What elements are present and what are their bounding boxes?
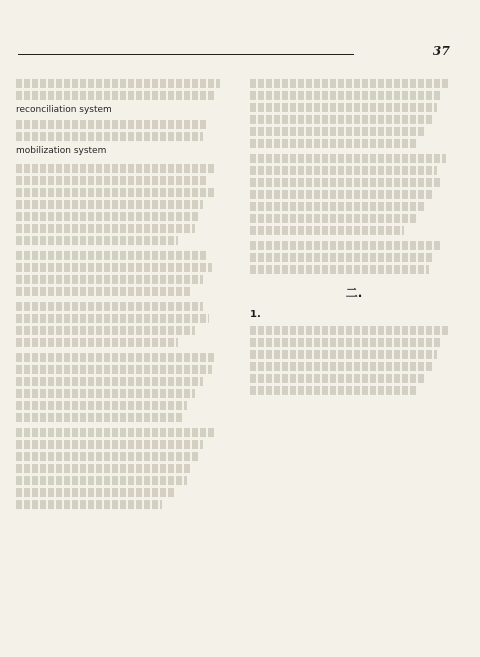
unreadable-line xyxy=(16,224,195,233)
unreadable-line xyxy=(250,79,450,88)
page-number: 37 xyxy=(432,44,450,58)
unreadable-line xyxy=(16,263,212,272)
unreadable-line xyxy=(16,200,203,209)
unreadable-line xyxy=(16,314,209,323)
paragraph xyxy=(16,251,224,296)
unreadable-line xyxy=(16,338,178,347)
paragraph xyxy=(16,79,224,159)
unreadable-line xyxy=(250,265,429,274)
header-rule xyxy=(18,54,354,55)
unreadable-line xyxy=(250,115,433,124)
unreadable-line xyxy=(250,326,450,335)
paragraph xyxy=(250,241,458,274)
unreadable-line xyxy=(250,214,416,223)
left-column xyxy=(16,76,224,515)
running-header xyxy=(18,44,450,64)
unreadable-line xyxy=(250,166,437,175)
unreadable-line xyxy=(16,302,203,311)
latin-term: mobilization system xyxy=(16,145,107,156)
unreadable-line xyxy=(250,241,441,250)
unreadable-line xyxy=(16,188,214,197)
unreadable-line xyxy=(250,253,433,262)
unreadable-line xyxy=(250,374,425,383)
unreadable-line xyxy=(250,103,437,112)
paragraph xyxy=(16,353,224,422)
unreadable-line xyxy=(250,202,425,211)
unreadable-line xyxy=(16,132,203,141)
latin-term: reconciliation system xyxy=(16,104,112,115)
unreadable-line xyxy=(16,377,203,386)
unreadable-line xyxy=(16,353,216,362)
unreadable-line xyxy=(250,154,446,163)
unreadable-line xyxy=(16,79,220,88)
unreadable-line xyxy=(250,350,437,359)
subsection-heading-number: 1. xyxy=(250,308,261,320)
unreadable-line xyxy=(16,476,187,485)
unreadable-line xyxy=(250,178,441,187)
paragraph xyxy=(16,302,224,347)
unreadable-line xyxy=(16,500,162,509)
unreadable-line xyxy=(16,275,203,284)
unreadable-line xyxy=(250,127,425,136)
unreadable-line xyxy=(16,488,174,497)
unreadable-line xyxy=(250,91,441,100)
unreadable-line xyxy=(16,440,203,449)
paragraph xyxy=(250,326,458,395)
unreadable-line xyxy=(16,164,216,173)
unreadable-line xyxy=(16,413,182,422)
unreadable-line xyxy=(250,338,441,347)
unreadable-line xyxy=(250,362,433,371)
right-column xyxy=(250,76,458,401)
unreadable-line xyxy=(16,91,216,100)
unreadable-line xyxy=(250,139,416,148)
unreadable-line xyxy=(16,251,207,260)
unreadable-line xyxy=(250,226,404,235)
paragraph xyxy=(250,154,458,235)
section-heading xyxy=(250,284,458,301)
unreadable-line xyxy=(16,365,212,374)
unreadable-line xyxy=(16,452,199,461)
subsection-heading xyxy=(250,309,458,320)
unreadable-line xyxy=(16,176,207,185)
unreadable-line xyxy=(16,120,207,129)
unreadable-line xyxy=(16,401,187,410)
unreadable-line xyxy=(16,236,178,245)
unreadable-line xyxy=(250,190,433,199)
unreadable-line xyxy=(16,326,195,335)
paragraph xyxy=(250,79,458,148)
unreadable-line xyxy=(16,389,195,398)
unreadable-line xyxy=(250,386,416,395)
unreadable-line xyxy=(16,287,191,296)
paragraph xyxy=(16,164,224,245)
unreadable-line xyxy=(16,212,199,221)
unreadable-line xyxy=(16,464,191,473)
unreadable-line xyxy=(16,428,214,437)
section-heading-number: 二. xyxy=(345,285,363,300)
paragraph xyxy=(16,428,224,509)
